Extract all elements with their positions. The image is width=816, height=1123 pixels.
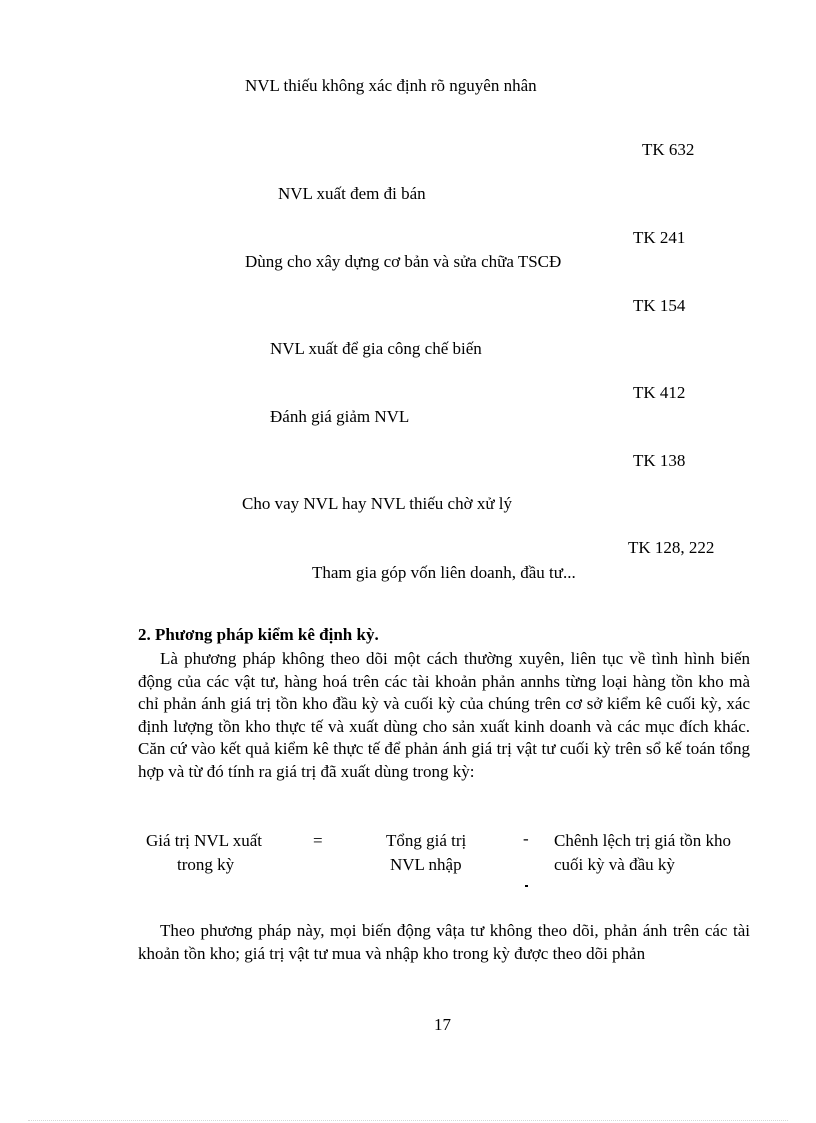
formula-term2-line1: Chênh lệch trị giá tồn kho	[554, 831, 732, 850]
entry-label-1: NVL thiếu không xác định rõ nguyên nhân	[245, 76, 537, 95]
section-heading: 2. Phương pháp kiểm kê định kỳ.	[138, 625, 379, 644]
formula-lhs-line1: Giá trị NVL xuất	[146, 831, 262, 850]
formula-term1-line2: NVL nhập	[390, 855, 462, 874]
entry-account-3: TK 241	[633, 228, 686, 247]
entry-label-4: NVL xuất để gia công chế biến	[270, 339, 482, 358]
formula-equals: =	[313, 831, 323, 850]
formula-term1-line1: Tổng giá trị	[386, 831, 467, 850]
page-bottom-border	[28, 1120, 788, 1121]
entry-account-7: TK 128, 222	[628, 538, 715, 557]
paragraph-2: Theo phương pháp này, mọi biến động vâța tư không theo dõi, phản ánh trên các tài khoản tồn kho; giá trị vật tư mua và nhập kho trong kỳ được theo dõi phản	[138, 921, 750, 963]
entry-account-4: TK 154	[633, 296, 686, 315]
entry-account-2: TK 632	[642, 140, 695, 159]
entry-label-6: Cho vay NVL hay NVL thiếu chờ xử lý	[242, 494, 513, 513]
formula-lhs-line2: trong kỳ	[177, 855, 235, 874]
formula-minus: -	[523, 829, 529, 848]
formula-stray-dot	[525, 885, 528, 887]
entry-label-7: Tham gia góp vốn liên doanh, đầu tư...	[312, 563, 576, 582]
entry-label-3: Dùng cho xây dựng cơ bản và sửa chữa TSCĐ	[245, 252, 562, 271]
page-number: 17	[434, 1015, 451, 1034]
entry-label-2: NVL xuất đem đi bán	[278, 184, 426, 203]
entry-account-6: TK 138	[633, 451, 686, 470]
paragraph-1: Là phương pháp không theo dõi một cách thường xuyên, liên tục về tình hình biến động của các vật tư, hàng hoá trên các tài khoản phản annhs từng loại hàng tồn kho mà chỉ phản ánh giá trị tồn kho đầu kỳ và cuối kỳ của chúng trên cơ sở kiểm kê cuối kỳ, xác định lượng tồn kho thực tế và xuất dùng cho sản xuất kinh doanh và các mục đích khác. Căn cứ vào kết quả kiểm kê thực tế để phản ánh giá trị vật tư cuối kỳ trên sổ kế toán tổng hợp và từ đó tính ra giá trị đã xuất dùng trong kỳ:	[138, 649, 750, 781]
formula-term2-line2: cuối kỳ và đầu kỳ	[554, 855, 675, 874]
entry-label-5: Đánh giá giảm NVL	[270, 407, 410, 426]
entry-account-5: TK 412	[633, 383, 686, 402]
